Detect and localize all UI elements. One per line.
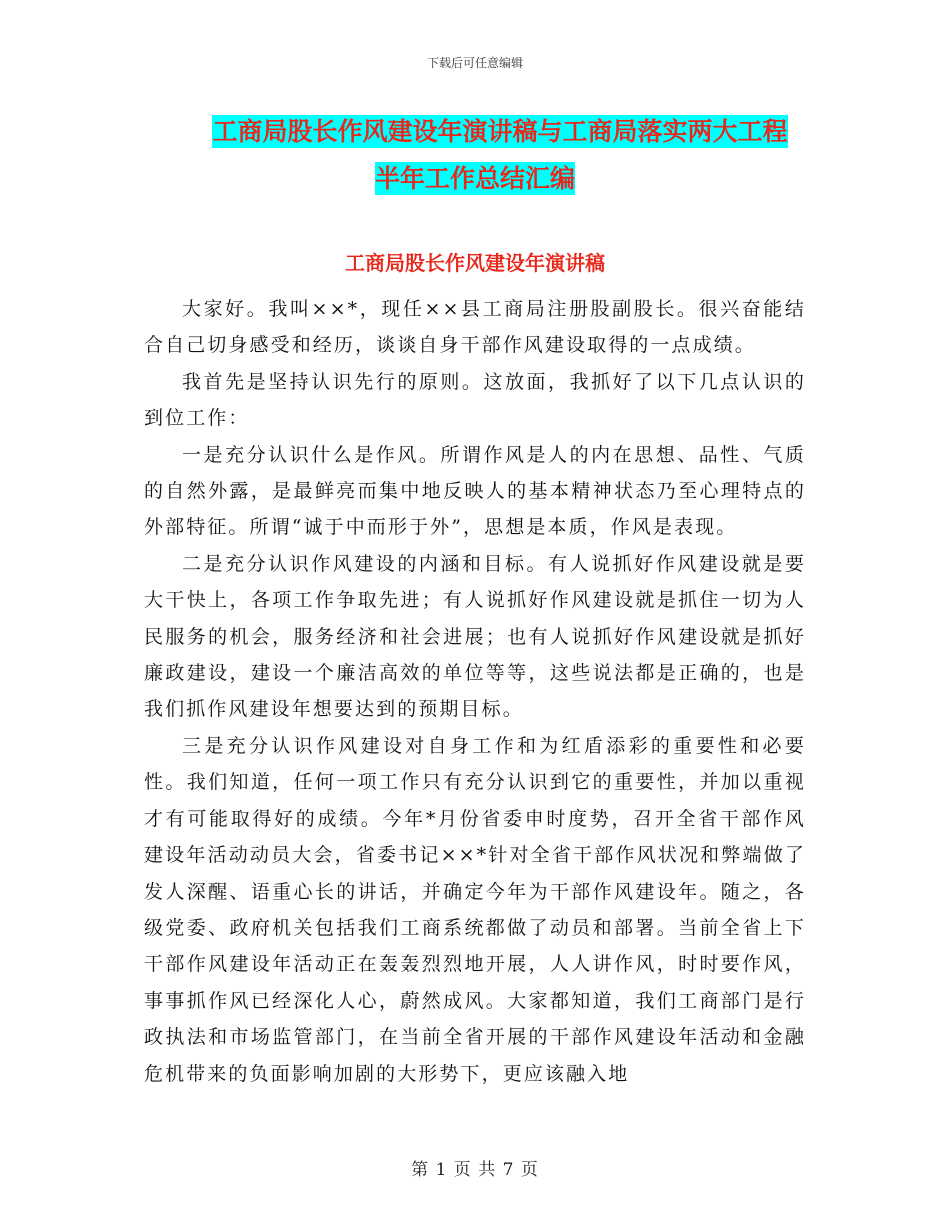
page-header-note: 下载后可任意编辑 [426,56,523,70]
paragraph: 我首先是坚持认识先行的原则。这放面，我抓好了以下几点认识的到位工作： [144,370,806,430]
body-text [144,291,806,1092]
paragraph: 三是充分认识作风建设对自身工作和为红盾添彩的重要性和必要性。我们知道，任何一项工作只有充分认识到它的重要性，并加以重视才有可能取得好的成绩。今年*月份省委申时度势，召开全省干部作风建设年活动动员大会，省委书记××*针对全省干部作风状况和弊端做了发人深醒、语重心长的讲话，并确定今年为干部作风建设年。随之，各级党委、政府机关包括我们工商系统都做了动员和部署。当前全省上下干部作风建设年活动正在轰轰烈烈地开展，人人讲作风，时时要作风，事事抓作风已经深化人心，蔚然成风。大家都知道，我们工商部门是行政执法和市场监管部门，在当前全省开展的干部作风建设年活动和金融危机带来的负面影响加剧的大形势下，更应该融入地 [144,734,806,1085]
paragraph: 一是充分认识什么是作风。所谓作风是人的内在思想、品性、气质的自然外露，是最鲜亮而集中地反映人的基本精神状态乃至心理特点的外部特征。所谓“诚于中而形于外”，思想是本质，作风是表现。 [144,443,806,539]
paragraph: 二是充分认识作风建设的内涵和目标。有人说抓好作风建设就是要大干快上，各项工作争取先进；有人说抓好作风建设就是抓住一切为人民服务的机会，服务经济和社会进展；也有人说抓好作风建设就是抓好廉政建设，建设一个廉洁高效的单位等等，这些说法都是正确的，也是我们抓作风建设年想要达到的预期目标。 [144,552,806,721]
paragraph: 大家好。我叫××*，现任××县工商局注册股副股长。很兴奋能结合自己切身感受和经历，谈谈自身干部作风建设取得的一点成绩。 [144,298,806,357]
section-title: 工商局股长作风建设年演讲稿 [345,251,605,275]
title-highlight-2: 半年工作总结汇编 [374,164,575,193]
document-title-line-2 [0,155,950,202]
document-title [0,108,950,202]
title-highlight-1: 工商局股长作风建设年演讲稿与工商局落实两大工程 [212,117,788,146]
page-number: 第 1 页 共 7 页 [411,1160,539,1180]
document-title-line-1 [0,108,950,155]
